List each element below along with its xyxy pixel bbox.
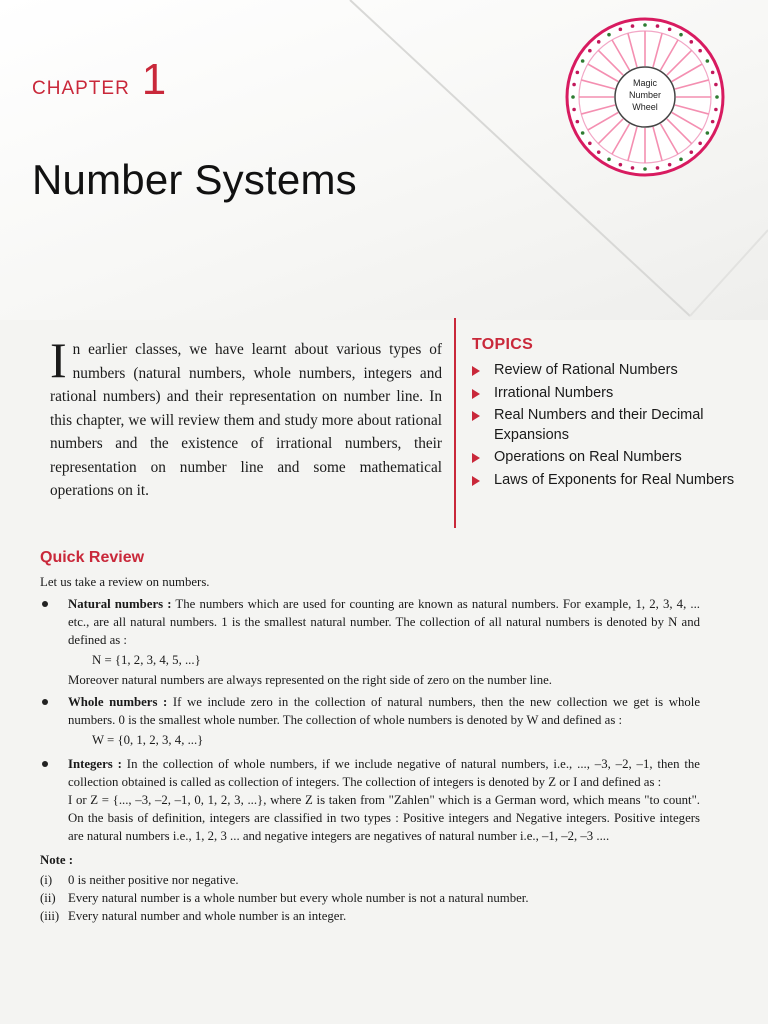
triangle-bullet-icon <box>472 389 480 399</box>
triangle-bullet-icon <box>472 476 480 486</box>
wheel-rim-mark <box>581 59 585 63</box>
quick-review-heading: Quick Review <box>40 549 145 566</box>
wheel-rim-mark <box>597 40 601 44</box>
topic-label: Irrational Numbers <box>494 384 614 401</box>
natural-text: The numbers which are used for counting are known as natural numbers. For example, 1, 2, 3, 4, ... etc., are all natural numbers. 1 is the smallest natural number. The collection of all natural numbers is denoted by N and defined as : <box>68 597 700 647</box>
wheel-rim-mark <box>706 131 710 135</box>
bullet-dot-icon <box>42 699 48 705</box>
wheel-rim-mark <box>698 141 702 145</box>
term-natural: Natural numbers : <box>68 597 172 611</box>
wheel-rim-mark <box>714 83 718 87</box>
magic-number-wheel-icon <box>564 16 726 178</box>
wheel-rim-mark <box>619 163 623 167</box>
natural-formula: N = {1, 2, 3, 4, 5, ...} <box>92 653 201 667</box>
section-divider <box>454 318 456 528</box>
topic-item <box>472 361 752 381</box>
note-index: (iii) <box>40 909 60 923</box>
wheel-rim-mark <box>668 28 672 32</box>
wheel-rim-mark <box>619 28 623 32</box>
topic-label: Operations on Real Numbers <box>494 449 682 465</box>
wheel-rim-mark <box>656 24 660 28</box>
topics-box <box>472 336 752 493</box>
whole-formula: W = {0, 1, 2, 3, 4, ...} <box>92 733 204 747</box>
topic-item <box>472 448 752 468</box>
wheel-rim-mark <box>668 163 672 167</box>
wheel-rim-mark <box>706 59 710 63</box>
topic-list <box>472 361 752 490</box>
wheel-rim-mark <box>689 150 693 154</box>
intro-text: n earlier classes, we have learnt about various types of numbers (natural numbers, whole numbers, integers and rational numbers) and their representation on number line. In this chapter, we will review them and study more about rational numbers and the existence of irrational numbers, their representation on number line and some mathematical operations on it. <box>50 341 442 499</box>
wheel-rim-mark <box>576 71 580 75</box>
integers-text: In the collection of whole numbers, if we include negative of natural numbers, i.e., ..., –3, –2, –1, then the collection obtained is called as collection of integers. The collection of integers is denoted by Z or I and defined as : <box>68 757 700 789</box>
integers-extra: I or Z = {..., –3, –2, –1, 0, 1, 2, 3, ...}, where Z is taken from "Zahlen" which is a German word, which means "to count". On the basis of definition, integers are classified in two types : Positive integers and Negative integers. Positive integers are natural numbers i.e., 1, 2, 3 ... and negative integers are negatives of natural number i.e., –1, –2, –3 .... <box>68 793 700 843</box>
triangle-bullet-icon <box>472 411 480 421</box>
topic-item <box>472 406 752 445</box>
note-heading: Note : <box>40 853 74 867</box>
chapter-word: CHAPTER <box>32 78 130 99</box>
chapter-title: Number Systems <box>32 156 357 203</box>
topic-label: Review of Rational Numbers <box>494 362 678 378</box>
wheel-rim-mark <box>607 158 611 162</box>
drop-cap: I <box>50 332 67 388</box>
note-text: Every natural number is a whole number but every whole number is not a natural number. <box>68 891 529 905</box>
wheel-rim-mark <box>631 24 635 28</box>
chapter-number: 1 <box>141 55 167 104</box>
wheel-rim-mark <box>698 49 702 53</box>
wheel-rim-mark <box>588 141 592 145</box>
quick-review-body <box>40 573 700 925</box>
wheel-rim-mark <box>643 23 647 27</box>
wheel-rim-mark <box>689 40 693 44</box>
wheel-label-3: Wheel <box>632 102 658 112</box>
review-lead: Let us take a review on numbers. <box>40 575 210 589</box>
wheel-rim-mark <box>656 166 660 170</box>
wheel-rim-mark <box>572 108 576 112</box>
wheel-rim-mark <box>631 166 635 170</box>
natural-extra: Moreover natural numbers are always represented on the right side of zero on the number line. <box>68 673 552 687</box>
note-text: Every natural number and whole number is an integer. <box>68 909 347 923</box>
topic-item <box>472 384 752 404</box>
wheel-rim-mark <box>715 95 719 99</box>
natural-numbers-item <box>40 595 700 689</box>
wheel-rim-mark <box>597 150 601 154</box>
wheel-rim-mark <box>714 108 718 112</box>
bullet-dot-icon <box>42 761 48 767</box>
note-index: (ii) <box>40 891 56 905</box>
wheel-label-1: Magic <box>632 78 658 88</box>
term-integers: Integers : <box>68 757 122 771</box>
wheel-label-2: Number <box>628 90 662 100</box>
topic-label: Real Numbers and their Decimal Expansions <box>494 407 704 443</box>
integers-item <box>40 755 700 845</box>
note-text: 0 is neither positive nor negative. <box>68 873 239 887</box>
note-item <box>40 907 700 925</box>
topic-item <box>472 471 752 491</box>
wheel-rim-mark <box>711 71 715 75</box>
note-index: (i) <box>40 873 53 887</box>
note-item <box>40 871 700 889</box>
wheel-rim-mark <box>643 167 647 171</box>
chapter-label <box>32 55 167 104</box>
term-whole: Whole numbers : <box>68 695 168 709</box>
intro-paragraph <box>50 332 442 503</box>
wheel-rim-mark <box>571 95 575 99</box>
note-list <box>40 871 700 925</box>
wheel-rim-mark <box>576 120 580 124</box>
bullet-dot-icon <box>42 601 48 607</box>
topics-heading: TOPICS <box>472 336 534 353</box>
wheel-rim-mark <box>679 158 683 162</box>
wheel-rim-mark <box>711 120 715 124</box>
wheel-rim-mark <box>607 33 611 37</box>
note-item <box>40 889 700 907</box>
whole-text: If we include zero in the collection of natural numbers, then the new collection we get is whole numbers. 0 is the smallest whole number. The collection of whole numbers is denoted by W and defined as : <box>68 695 701 727</box>
wheel-rim-mark <box>588 49 592 53</box>
wheel-rim-mark <box>572 83 576 87</box>
wheel-rim-mark <box>581 131 585 135</box>
triangle-bullet-icon <box>472 366 480 376</box>
whole-numbers-item <box>40 693 700 749</box>
topic-label: Laws of Exponents for Real Numbers <box>494 471 735 488</box>
wheel-rim-mark <box>679 33 683 37</box>
triangle-bullet-icon <box>472 453 480 463</box>
